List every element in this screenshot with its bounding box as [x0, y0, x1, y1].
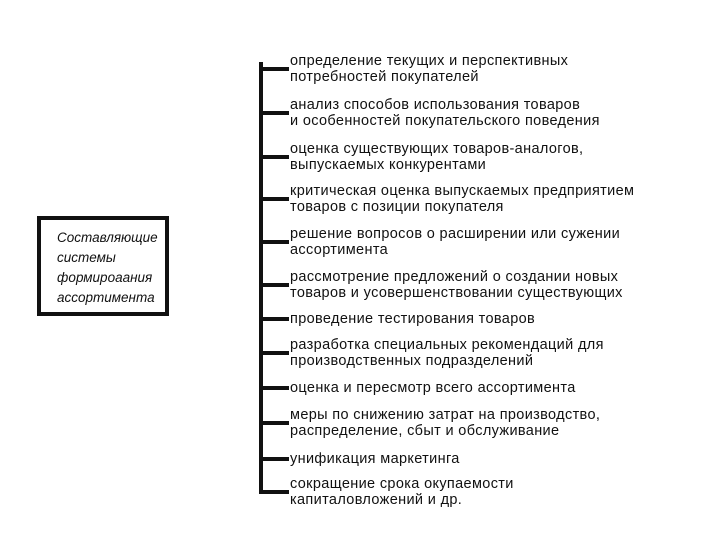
- branch-item-line: меры по снижению затрат на производство,: [290, 407, 601, 423]
- root-label-line: Составляющие: [57, 230, 158, 245]
- branch-connector: [259, 67, 289, 71]
- branch-connector: [259, 490, 289, 494]
- branch-item: [290, 269, 623, 301]
- branch-item: [290, 311, 535, 327]
- tree-spine-bracket: [259, 62, 263, 490]
- branch-item-line: унификация маркетинга: [290, 451, 460, 467]
- branch-item: [290, 380, 576, 396]
- branch-item-line: оценка существующих товаров-аналогов,: [290, 141, 584, 157]
- branch-item-line: ассортимента: [290, 242, 389, 258]
- branch-connector: [259, 317, 289, 321]
- branch-item: [290, 476, 514, 508]
- branch-connector: [259, 240, 289, 244]
- branch-item-line: и особенностей покупательского поведения: [290, 113, 600, 129]
- branch-item: [290, 141, 583, 173]
- branch-item: [290, 53, 568, 85]
- branch-item-line: распределение, сбыт и обслуживание: [290, 423, 560, 439]
- branch-connector: [259, 386, 289, 390]
- branch-connector: [259, 283, 289, 287]
- branch-item: [290, 407, 600, 439]
- branch-item: [290, 97, 600, 129]
- branch-item-line: капиталовложений и др.: [290, 492, 463, 508]
- branch-item-line: сокращение срока окупаемости: [290, 476, 514, 492]
- branch-item: [290, 183, 634, 215]
- branch-connector: [259, 111, 289, 115]
- branch-item-line: анализ способов использования товаров: [290, 97, 581, 113]
- branch-item: [290, 226, 620, 258]
- branch-item-line: проведение тестирования товаров: [290, 311, 536, 327]
- branch-item-line: рассмотрение предложений о создании новых: [290, 269, 619, 285]
- branch-connector: [259, 351, 289, 355]
- branch-item-line: товаров и усовершенствовании существующих: [290, 285, 623, 301]
- branch-item-line: производственных подразделений: [290, 353, 534, 369]
- branch-item-line: критическая оценка выпускаемых предприятием: [290, 183, 635, 199]
- branch-item-line: определение текущих и перспективных: [290, 53, 569, 69]
- root-label-line: системы: [57, 250, 116, 265]
- branch-item: [290, 451, 460, 467]
- branch-item-line: оценка и пересмотр всего ассортимента: [290, 380, 576, 396]
- branch-item-line: потребностей покупателей: [290, 69, 479, 85]
- branch-item-line: решение вопросов о расширении или сужении: [290, 226, 621, 242]
- branch-item: [290, 337, 604, 369]
- branch-item-line: выпускаемых конкурентами: [290, 157, 487, 173]
- branch-connector: [259, 421, 289, 425]
- branch-item-line: товаров с позиции покупателя: [290, 199, 504, 215]
- root-label-line: ассортимента: [57, 290, 155, 305]
- branch-connector: [259, 197, 289, 201]
- branch-connector: [259, 155, 289, 159]
- root-label-line: формироаания: [57, 270, 153, 285]
- branch-connector: [259, 457, 289, 461]
- branch-item-line: разработка специальных рекомендаций для: [290, 337, 604, 353]
